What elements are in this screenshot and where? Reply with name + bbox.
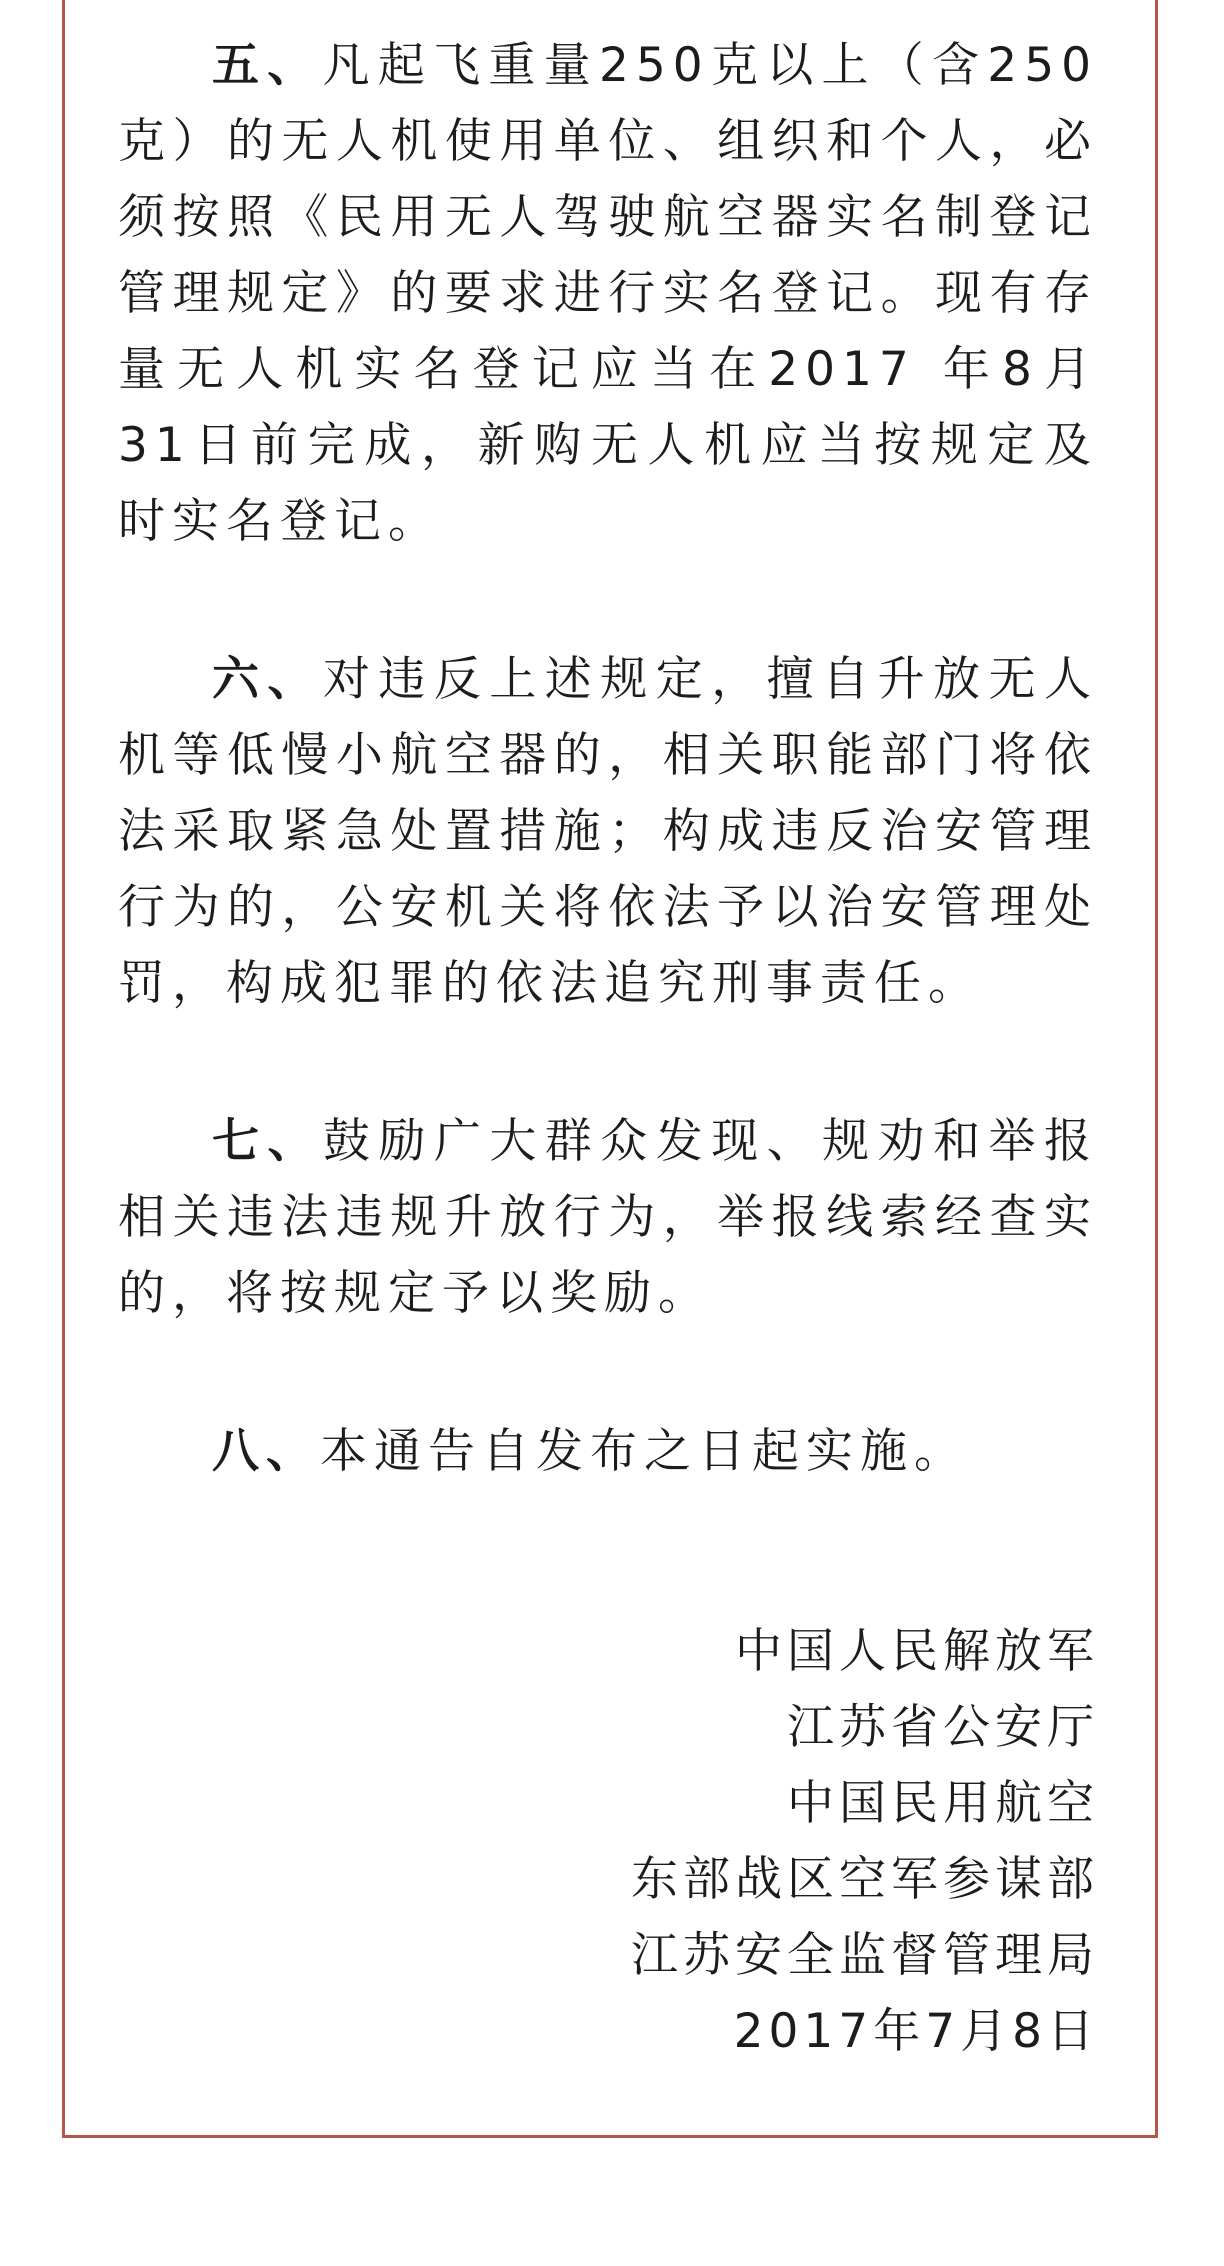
signature-org-3: 中国民用航空 xyxy=(787,1776,1099,1831)
section-5 xyxy=(118,28,1098,560)
signature-date: 2017年7月8日 xyxy=(733,2004,1099,2059)
signature-org-1: 中国人民解放军 xyxy=(735,1624,1099,1679)
section-6 xyxy=(118,642,1098,1022)
section-5-label: 五、 xyxy=(212,38,323,93)
section-8-label: 八、 xyxy=(212,1424,320,1479)
signature-org-2: 江苏省公安厅 xyxy=(787,1700,1099,1755)
signature-org-4: 东部战区空军参谋部 xyxy=(631,1852,1099,1907)
notice-body xyxy=(118,28,1098,1490)
signature-block xyxy=(631,1614,1099,2070)
section-6-label: 六、 xyxy=(212,652,323,707)
section-8 xyxy=(118,1414,1098,1490)
section-6-text: 对违反上述规定，擅自升放无人机等低慢小航空器的，相关职能部门将依法采取紧急处置措施；构成违反治安管理行为的，公安机关将依法予以治安管理处罚，构成犯罪的依法追究刑事责任。 xyxy=(118,652,1099,1011)
section-7-text: 鼓励广大群众发现、规劝和举报相关违法违规升放行为，举报线索经查实的，将按规定予以奖励。 xyxy=(118,1114,1099,1321)
section-8-text: 本通告自发布之日起实施。 xyxy=(320,1424,968,1479)
section-7 xyxy=(118,1104,1098,1332)
section-5-text: 凡起飞重量250克以上（含250克）的无人机使用单位、组织和个人，必须按照《民用无人驾驶航空器实名制登记管理规定》的要求进行实名登记。现有存量无人机实名登记应当在2017 年8月31日前完成，新购无人机应当按规定及时实名登记。 xyxy=(118,38,1099,549)
section-7-label: 七、 xyxy=(212,1114,323,1169)
signature-org-5: 江苏安全监督管理局 xyxy=(631,1928,1099,1983)
